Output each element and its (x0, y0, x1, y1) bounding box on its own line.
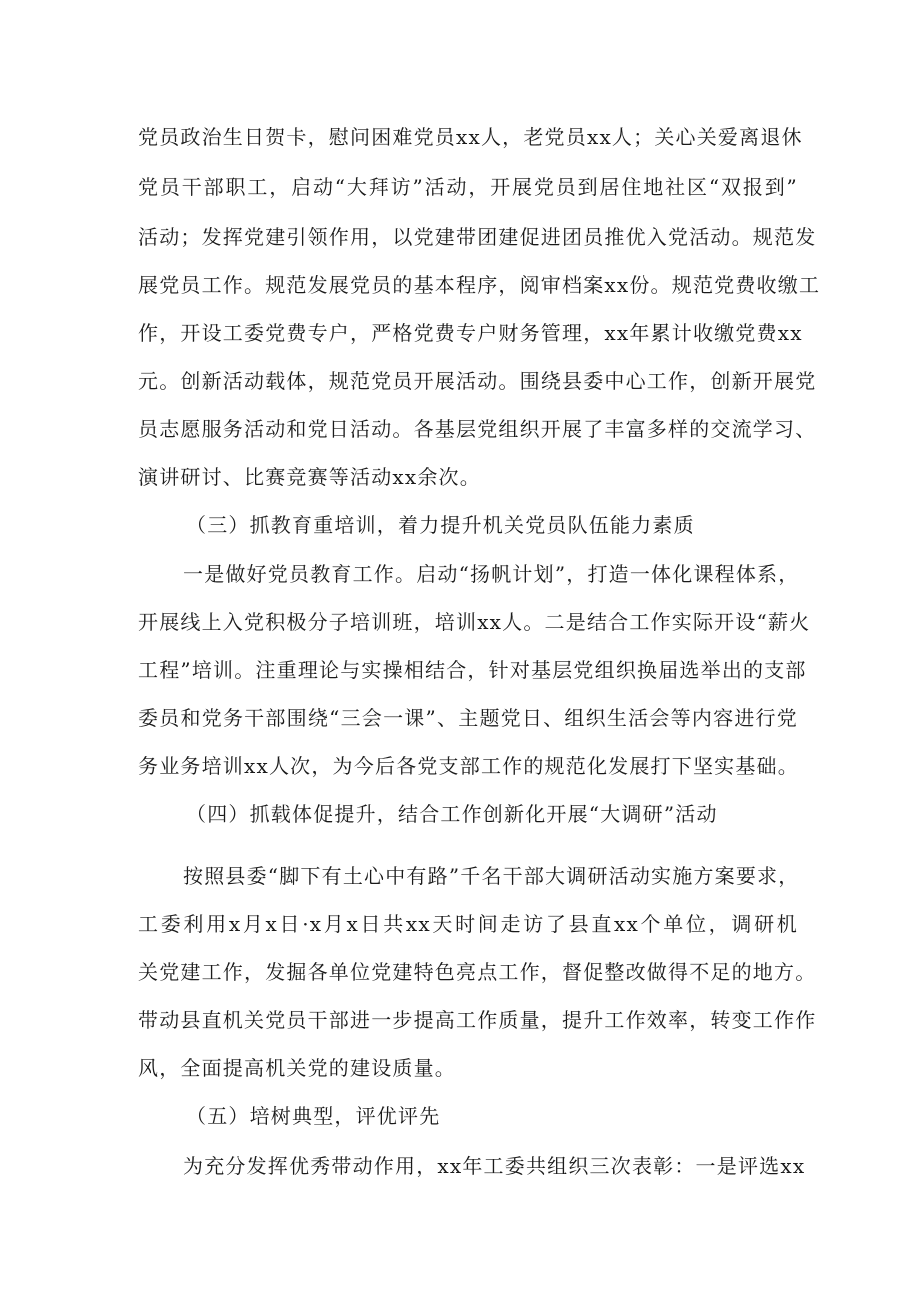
paragraph-1-line-5: 作，开设工委党费专户，严格党费专户财务管理，xx年累计收缴党费xx (138, 321, 803, 345)
section-heading-5: （五）培树典型，评优评先 (186, 1104, 441, 1128)
paragraph-2-line-5: 务业务培训xx人次，为今后各党支部工作的规范化发展打下坚实基础。 (138, 754, 799, 778)
paragraph-3-line-2: 工委利用x月x日·x月x日共xx天时间走访了县直xx个单位，调研机 (138, 912, 798, 936)
paragraph-2-line-1: 一是做好党员教育工作。启动“扬帆计划”，打造一体化课程体系， (183, 562, 800, 586)
paragraph-3-line-1: 按照县委“脚下有土心中有路”千名干部大调研活动实施方案要求， (183, 864, 800, 888)
paragraph-3-line-5: 风，全面提高机关党的建设质量。 (138, 1056, 456, 1080)
paragraph-2-line-4: 委员和党务干部围绕“三会一课”、主题党日、组织生活会等内容进行党 (138, 706, 798, 730)
paragraph-1-line-4: 展党员工作。规范发展党员的基本程序，阅审档案xx份。规范党费收缴工 (138, 273, 821, 297)
section-heading-4: （四）抓载体促提升，结合工作创新化开展“大调研”活动 (186, 802, 718, 826)
paragraph-4-line-1: 为充分发挥优秀带动作用，xx年工委共组织三次表彰：一是评选xx (183, 1154, 806, 1178)
paragraph-3-line-3: 关党建工作，发掘各单位党建特色亮点工作，督促整改做得不足的地方。 (138, 960, 817, 984)
paragraph-1-line-3: 活动；发挥党建引领作用，以党建带团建促进团员推优入党活动。规范发 (138, 225, 817, 249)
section-heading-3: （三）抓教育重培训，着力提升机关党员队伍能力素质 (186, 513, 695, 537)
paragraph-1-line-2: 党员干部职工，启动“大拜访”活动，开展党员到居住地社区“双报到” (138, 175, 798, 199)
paragraph-3-line-4: 带动县直机关党员干部进一步提高工作质量，提升工作效率，转变工作作 (138, 1008, 817, 1032)
paragraph-2-line-2: 开展线上入党积极分子培训班，培训xx人。二是结合工作实际开设“薪火 (138, 610, 811, 634)
paragraph-1-line-8: 演讲研讨、比赛竞赛等活动xx余次。 (138, 465, 481, 489)
paragraph-1-line-1: 党员政治生日贺卡，慰问困难党员xx人，老党员xx人；关心关爱离退休 (138, 125, 803, 149)
paragraph-1-line-7: 员志愿服务活动和党日活动。各基层党组织开展了丰富多样的交流学习、 (138, 417, 817, 441)
paragraph-1-line-6: 元。创新活动载体，规范党员开展活动。围绕县委中心工作，创新开展党 (138, 369, 817, 393)
paragraph-2-line-3: 工程”培训。注重理论与实操相结合，针对基层党组织换届选举出的支部 (138, 658, 807, 682)
